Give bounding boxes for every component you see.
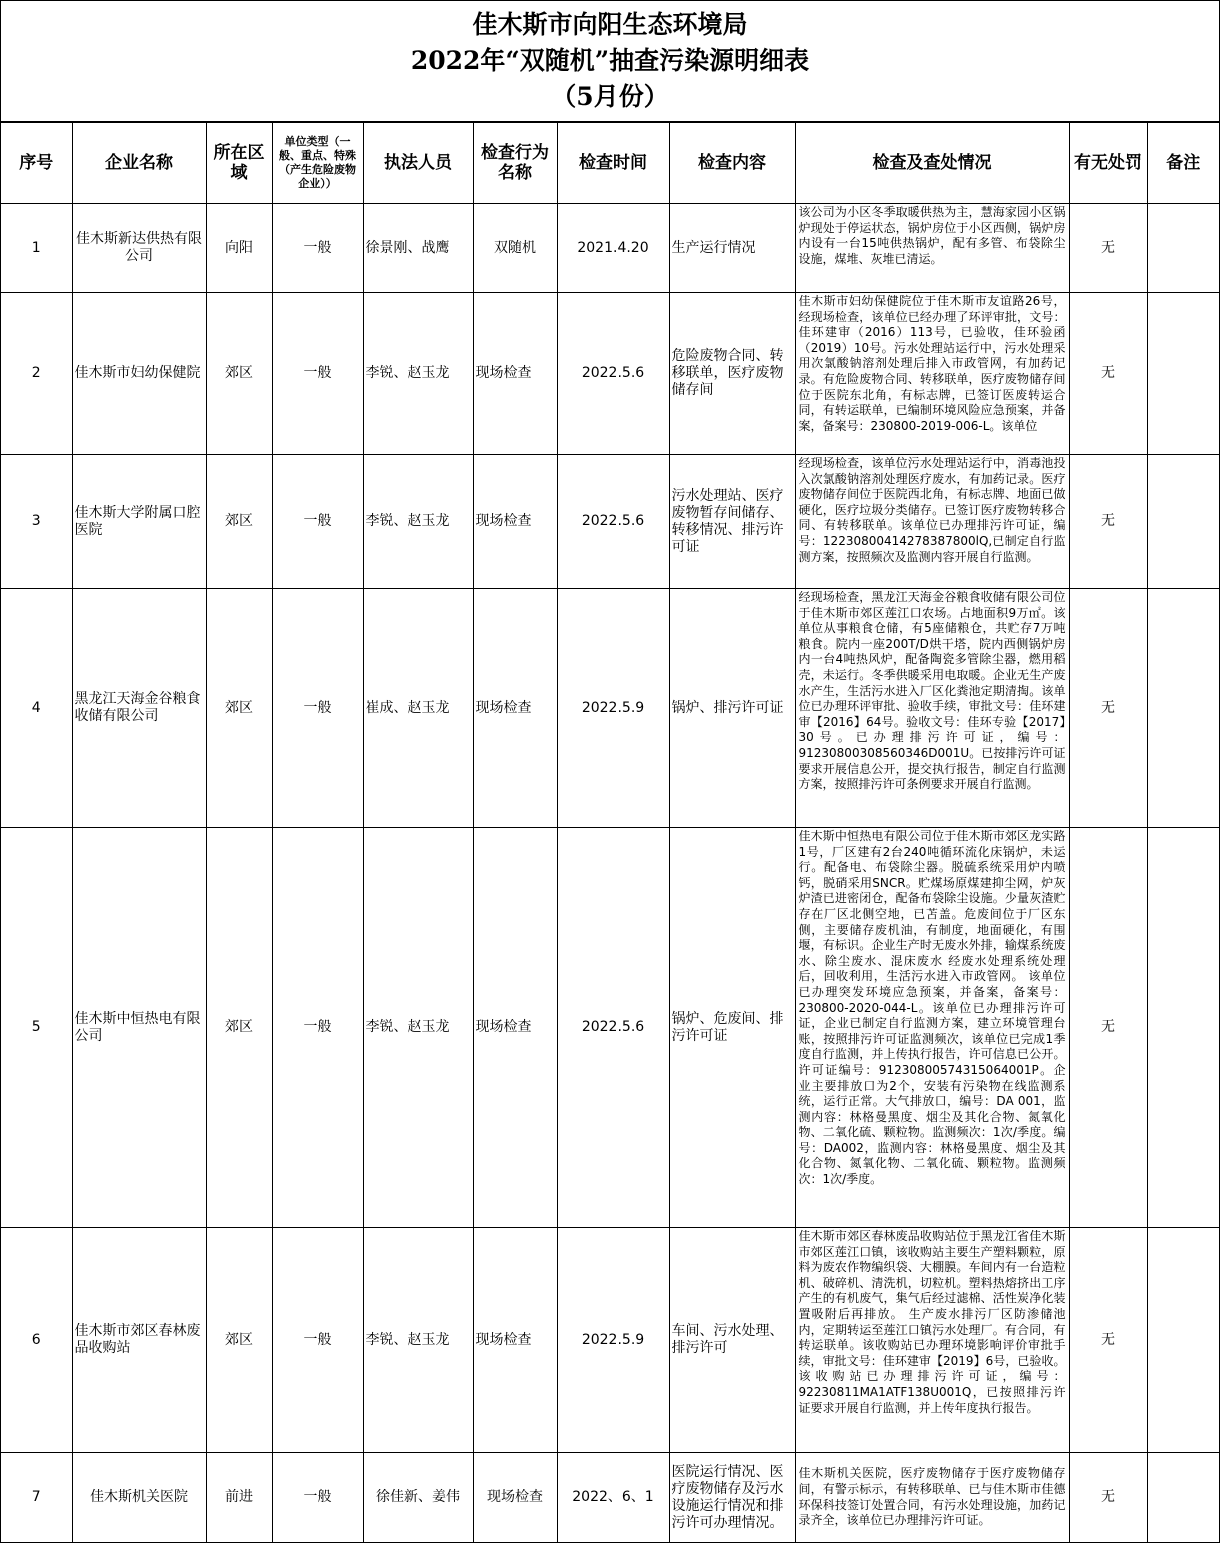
cell-unit-type: 一般: [272, 204, 363, 293]
cell-content: 车间、污水处理、排污许可: [669, 1228, 795, 1453]
cell-officers: 李锐、赵玉龙: [363, 1228, 473, 1453]
cell-behavior: 现场检查: [473, 455, 557, 589]
cell-findings: 佳木斯中恒热电有限公司位于佳木斯市郊区龙实路1号，厂区建有2台240吨循环流化床锅炉，未运行。配备电、布袋除尘器。脱硫系统采用炉内喷钙，脱硝采用SNCR。贮煤场原煤建抑尘网，炉灰炉渣已进密闭仓，配备布袋除尘设施。少量灰渣贮存在厂区北侧空地，已苫盖。危废间位于厂区东侧，主要储存废机油，有制度，地面硬化，有围堰，有标识。企业生产时无废水外排，输煤系统废水、除尘废水、混床废水 经废水处理系统处理后，回收利用，生活污水进入市政管网。 该单位已办理突发环境应急预案，并备案，备案号：230800-2020-044-L。该单位已办理排污许可证，企业已制定自行监测方案，建立环境管理台账，按照排污许可证监测频次，该单位已完成1季度自行监测，并上传执行报告，许可信息已公开。许可证编号：91230800574315064001P。企业主要排放口为2个，安装有污染物在线监测系统，运行正常。大气排放口，编号：DA 001，监测内容：林格曼黑度、烟尘及其化合物、氮氧化物、二氧化硫、颗粒物。监测频次：1次/季度。编号：DA002，监测内容：林格曼黑度、烟尘及其化合物、氮氧化物、二氧化硫、颗粒物。监测频次：1次/季度。: [795, 828, 1069, 1228]
cell-time: 2022、6、1: [557, 1453, 669, 1543]
cell-penalty: 无: [1069, 204, 1147, 293]
title-month: （5月份）: [551, 82, 669, 111]
cell-content: 危险废物合同、转移联单，医疗废物储存间: [669, 293, 795, 455]
header-time: 检查时间: [557, 123, 669, 204]
cell-findings: 经现场检查，黑龙江天海金谷粮食收储有限公司位于佳木斯市郊区莲江口农场。占地面积9万㎡。该单位从事粮食仓储，有5座储粮仓，共贮存7万吨粮食。院内一座200T/D烘干塔，院内西侧锅炉房内一台4吨热风炉，配备陶瓷多管除尘器，燃用稻壳，未运行。冬季供暖采用电取暖。企业无生产废水产生，生活污水进入厂区化粪池定期清掏。该单位已办理环评审批、验收手续，审批文号：佳环建审【2016】64号。验收文号：佳环专验【2017】30号。已办理排污许可证，编号：91230800308560346D001U。已按排污许可证要求开展信息公开，提交执行报告，制定自行监测方案，按照排污许可条例要求开展自行监测。: [795, 589, 1069, 828]
cell-seq: 7: [1, 1453, 72, 1543]
cell-company: 佳木斯市妇幼保健院: [72, 293, 206, 455]
cell-time: 2022.5.9: [557, 1228, 669, 1453]
inspection-table: [1, 122, 1219, 1543]
cell-officers: 李锐、赵玉龙: [363, 828, 473, 1228]
header-unit-type: 单位类型（一般、重点、特殊（产生危险废物企业））: [272, 123, 363, 204]
cell-behavior: 现场检查: [473, 1453, 557, 1543]
cell-remark: [1147, 1228, 1219, 1453]
cell-remark: [1147, 828, 1219, 1228]
cell-seq: 3: [1, 455, 72, 589]
cell-penalty: 无: [1069, 828, 1147, 1228]
header-remark: 备注: [1147, 123, 1219, 204]
title-table-name: 2022年“双随机”抽查污染源明细表: [410, 46, 810, 75]
cell-penalty: 无: [1069, 1228, 1147, 1453]
cell-findings: 佳木斯市郊区春林废品收购站位于黑龙江省佳木斯市郊区莲江口镇，该收购站主要生产塑料颗粒，原料为废农作物编织袋、大棚膜。车间内有一台造粒机、破碎机、清洗机，切粒机。塑料热熔挤出工序产生的有机废气，集气后经过滤棉、活性炭净化装置吸附后再排放。 生产废水排污厂区防渗储池内，定期转运至莲江口镇污水处理厂。有合同，有转运联单。该收购站已办理环境影响评价审批手续，审批文号：佳环建审【2019】6号，已验收。该收购站已办理排污许可证，编号：92230811MA1ATF138U001Q，已按照排污许证要求开展自行监测，并上传年度执行报告。: [795, 1228, 1069, 1453]
header-behavior: 检查行为名称: [473, 123, 557, 204]
table-row: [1, 589, 1219, 828]
cell-region: 郊区: [206, 293, 272, 455]
cell-seq: 1: [1, 204, 72, 293]
cell-penalty: 无: [1069, 293, 1147, 455]
cell-region: 郊区: [206, 1228, 272, 1453]
header-row: [1, 123, 1219, 204]
table-row: [1, 1228, 1219, 1453]
cell-region: 向阳: [206, 204, 272, 293]
cell-remark: [1147, 455, 1219, 589]
cell-penalty: 无: [1069, 455, 1147, 589]
cell-seq: 5: [1, 828, 72, 1228]
cell-behavior: 双随机: [473, 204, 557, 293]
cell-unit-type: 一般: [272, 828, 363, 1228]
cell-company: 佳木斯大学附属口腔医院: [72, 455, 206, 589]
cell-penalty: 无: [1069, 589, 1147, 828]
cell-company: 佳木斯市郊区春林废品收购站: [72, 1228, 206, 1453]
cell-content: 医院运行情况、医疗废物储存及污水设施运行情况和排污许可办理情况。: [669, 1453, 795, 1543]
cell-unit-type: 一般: [272, 589, 363, 828]
table-row: [1, 828, 1219, 1228]
cell-region: 郊区: [206, 828, 272, 1228]
cell-officers: 李锐、赵玉龙: [363, 455, 473, 589]
cell-officers: 徐景刚、战鹰: [363, 204, 473, 293]
cell-company: 佳木斯新达供热有限公司: [72, 204, 206, 293]
header-content: 检查内容: [669, 123, 795, 204]
cell-time: 2022.5.6: [557, 455, 669, 589]
cell-content: 锅炉、排污许可证: [669, 589, 795, 828]
cell-remark: [1147, 589, 1219, 828]
cell-behavior: 现场检查: [473, 589, 557, 828]
header-company: 企业名称: [72, 123, 206, 204]
cell-content: 生产运行情况: [669, 204, 795, 293]
cell-unit-type: 一般: [272, 1453, 363, 1543]
cell-seq: 6: [1, 1228, 72, 1453]
cell-findings: 该公司为小区冬季取暖供热为主，慧海家园小区锅炉现处于停运状态，锅炉房位于小区西侧，锅炉房内设有一台15吨供热锅炉，配有多管、布袋除尘设施，煤堆、灰堆已清运。: [795, 204, 1069, 293]
cell-company: 黑龙江天海金谷粮食收储有限公司: [72, 589, 206, 828]
cell-time: 2022.5.6: [557, 828, 669, 1228]
table-row: [1, 293, 1219, 455]
cell-region: 前进: [206, 1453, 272, 1543]
cell-findings: 经现场检查，该单位污水处理站运行中，消毒池投入次氯酸钠溶剂处理医疗废水，有加药记录。医疗废物储存间位于医院西北角，有标志牌、地面已做硬化，医疗垃圾分类储存。已签订医疗废物转移合同、有转移联单。该单位已办理排污许可证，编号：12230800414278387800lQ,已制定自行监测方案，按照频次及监测内容开展自行监测。: [795, 455, 1069, 589]
cell-findings: 佳木斯机关医院，医疗废物储存于医疗废物储存间，有警示标示，有转移联单、已与佳木斯市佳德环保科技签订处置合同，有污水处理设施，加药记录齐全，该单位已办理排污许可证。: [795, 1453, 1069, 1543]
cell-behavior: 现场检查: [473, 828, 557, 1228]
cell-company: 佳木斯中恒热电有限公司: [72, 828, 206, 1228]
cell-time: 2022.5.6: [557, 293, 669, 455]
header-penalty: 有无处罚: [1069, 123, 1147, 204]
header-officers: 执法人员: [363, 123, 473, 204]
table-row: [1, 204, 1219, 293]
cell-remark: [1147, 1453, 1219, 1543]
title-block: [1, 1, 1219, 122]
cell-remark: [1147, 293, 1219, 455]
cell-unit-type: 一般: [272, 1228, 363, 1453]
cell-region: 郊区: [206, 455, 272, 589]
header-findings: 检查及查处情况: [795, 123, 1069, 204]
cell-content: 污水处理站、医疗废物暂存间储存、转移情况、排污许可证: [669, 455, 795, 589]
cell-officers: 李锐、赵玉龙: [363, 293, 473, 455]
cell-seq: 2: [1, 293, 72, 455]
cell-seq: 4: [1, 589, 72, 828]
cell-time: 2022.5.9: [557, 589, 669, 828]
cell-officers: 崔成、赵玉龙: [363, 589, 473, 828]
cell-findings: 佳木斯市妇幼保健院位于佳木斯市友谊路26号，经现场检查，该单位已经办理了环评审批，文号：佳环建审（2016）113号，已验收，佳环验函（2019）10号。污水处理站运行中，污水处理采用次氯酸钠溶剂处理后排入市政管网，有加药记录。有危险废物合同、转移联单，医疗废物储存间位于医院东北角，有标志牌，已签订医废转运合同，有转运联单，已编制环境风险应急预案，并备案，备案号：230800-2019-006-L。该单位: [795, 293, 1069, 455]
header-region: 所在区域: [206, 123, 272, 204]
table-row: [1, 1453, 1219, 1543]
cell-behavior: 现场检查: [473, 293, 557, 455]
cell-unit-type: 一般: [272, 455, 363, 589]
cell-time: 2021.4.20: [557, 204, 669, 293]
cell-unit-type: 一般: [272, 293, 363, 455]
cell-content: 锅炉、危废间、排污许可证: [669, 828, 795, 1228]
title-agency: 佳木斯市向阳生态环境局: [472, 10, 748, 39]
cell-company: 佳木斯机关医院: [72, 1453, 206, 1543]
cell-penalty: 无: [1069, 1453, 1147, 1543]
cell-behavior: 现场检查: [473, 1228, 557, 1453]
cell-region: 郊区: [206, 589, 272, 828]
table-row: [1, 455, 1219, 589]
header-seq: 序号: [1, 123, 72, 204]
cell-officers: 徐佳新、姜伟: [363, 1453, 473, 1543]
cell-remark: [1147, 204, 1219, 293]
